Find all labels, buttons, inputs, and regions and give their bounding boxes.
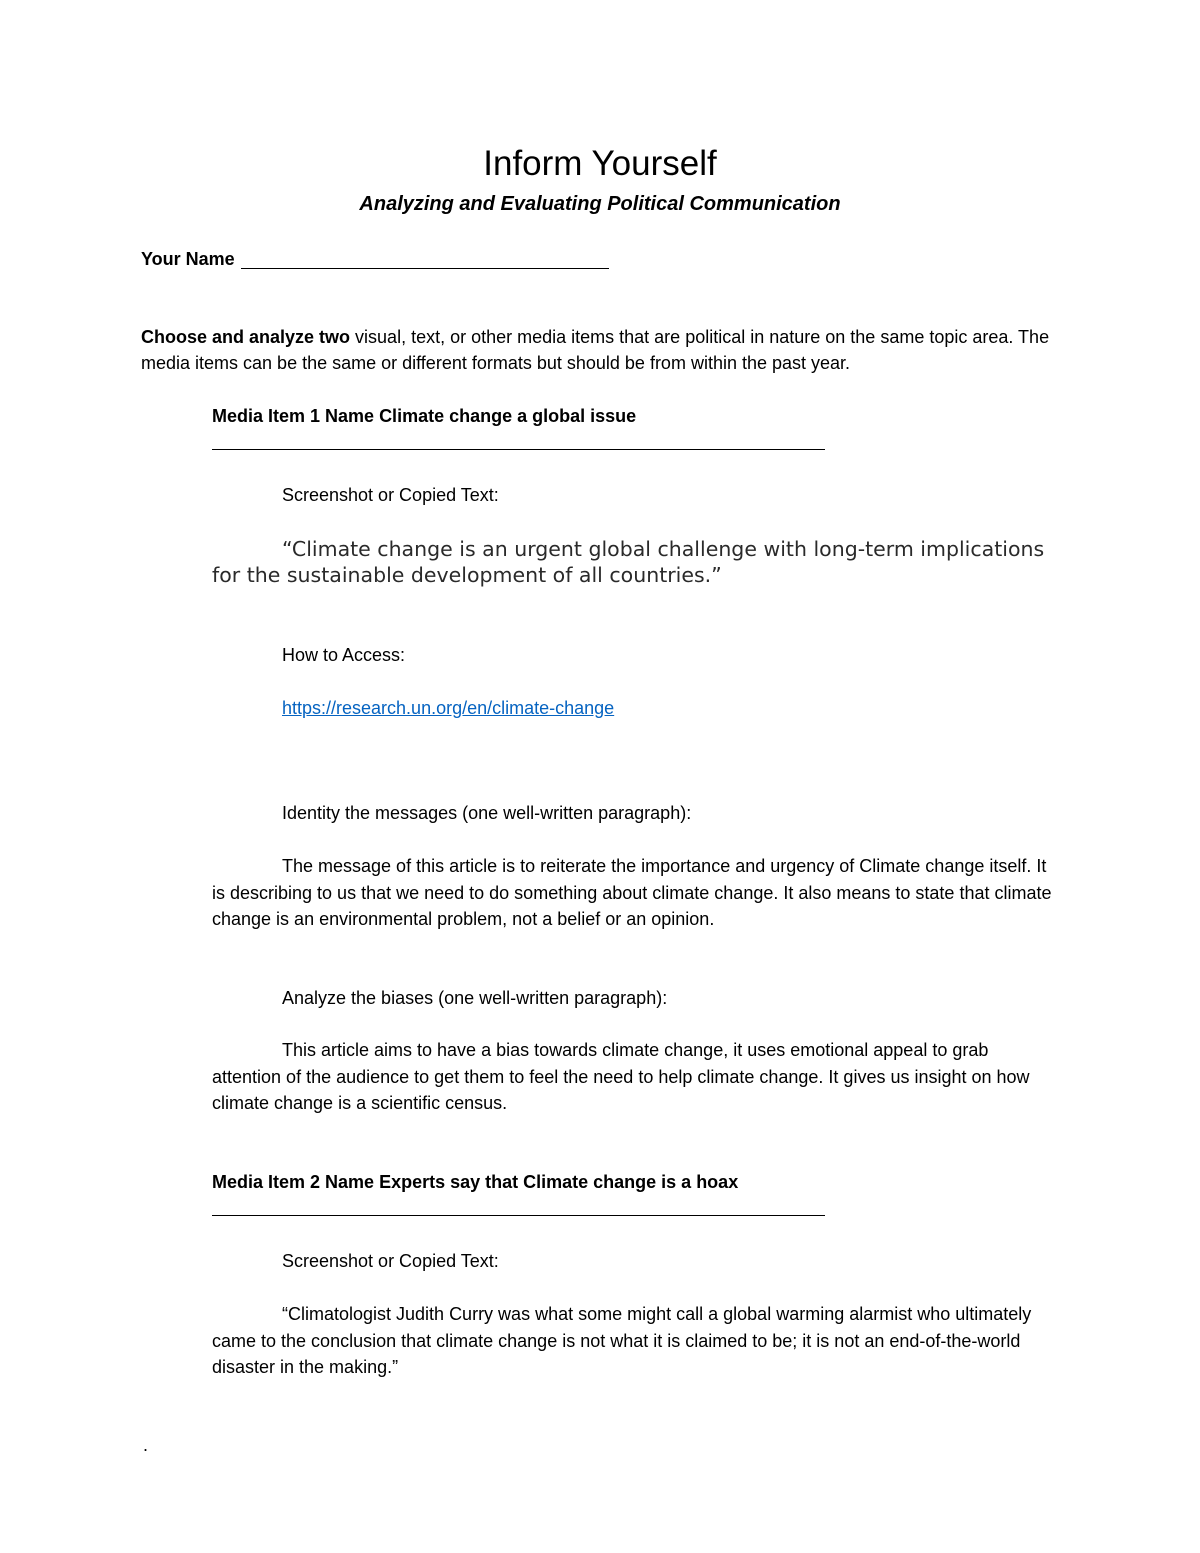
media-item-1-biases-paragraph bbox=[212, 1037, 1057, 1117]
media-item-1-heading: Media Item 1 Name Climate change a global issue bbox=[212, 406, 637, 426]
media-item-1-messages-paragraph bbox=[212, 853, 1057, 933]
media-item-2-rule bbox=[212, 1215, 825, 1216]
media-item-1-biases-label: Analyze the biases (one well-written paragraph): bbox=[282, 988, 668, 1008]
media-item-1-biases-text: This article aims to have a bias towards climate change, it uses emotional appeal to grab attention of the audience to get them to feel the need to help climate change. It gives us insight on how climate change is a scientific census. bbox=[212, 1040, 1030, 1113]
name-field-row bbox=[141, 246, 609, 272]
instructions-text: visual, text, or other media items that are political in nature on the same topic area. The media items can be the same or different formats but should be from within the past year. bbox=[141, 327, 1050, 373]
footer-mark: . bbox=[143, 1435, 149, 1455]
media-item-1-messages-label: Identity the messages (one well-written paragraph): bbox=[282, 803, 692, 823]
media-item-1-rule bbox=[212, 449, 825, 450]
page-title: Inform Yourself bbox=[483, 144, 717, 183]
name-blank-line[interactable] bbox=[241, 250, 609, 269]
media-item-1-screenshot-label: Screenshot or Copied Text: bbox=[282, 485, 499, 505]
media-item-1-messages-text: The message of this article is to reiterate the importance and urgency of Climate change itself. It is describing to us that we need to do something about climate change. It also means to state that climate change is an environmental problem, not a belief or an opinion. bbox=[212, 856, 1052, 929]
media-item-2-quote-text: “Climatologist Judith Curry was what some might call a global warming alarmist who ultimately came to the conclusion that climate change is not what it is claimed to be; it is not an end-of-the-world disaster in the making.” bbox=[212, 1304, 1032, 1377]
media-item-1-link[interactable]: https://research.un.org/en/climate-change bbox=[282, 698, 615, 718]
media-item-2-heading: Media Item 2 Name Experts say that Climate change is a hoax bbox=[212, 1172, 739, 1192]
media-item-1-quote bbox=[212, 536, 1062, 588]
media-item-2-screenshot-label: Screenshot or Copied Text: bbox=[282, 1251, 499, 1271]
media-item-1-access-label: How to Access: bbox=[282, 645, 406, 665]
instructions-paragraph bbox=[141, 324, 1061, 376]
page-subtitle: Analyzing and Evaluating Political Communication bbox=[359, 193, 841, 215]
instructions-bold: Choose and analyze two bbox=[141, 327, 351, 347]
media-item-2-quote bbox=[212, 1301, 1057, 1381]
name-label: Your Name bbox=[141, 249, 235, 269]
media-item-1-quote-text: “Climate change is an urgent global challenge with long-term implications for the sustainable development of all countries.” bbox=[212, 537, 1045, 587]
